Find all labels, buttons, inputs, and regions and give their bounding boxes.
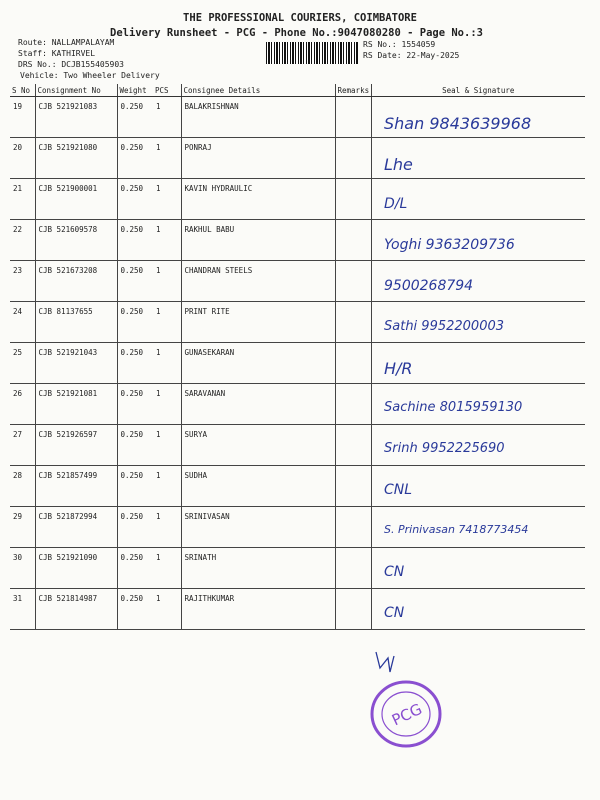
row-remarks bbox=[335, 179, 371, 220]
table-row bbox=[10, 466, 585, 507]
row-consignment: CJB 521814987 bbox=[35, 589, 117, 630]
row-sno: 23 bbox=[10, 261, 35, 302]
stamp-signature bbox=[360, 648, 450, 768]
row-weight: 0.250 bbox=[117, 179, 153, 220]
handwritten-signature: Shan 9843639968 bbox=[384, 114, 532, 133]
company-title: THE PROFESSIONAL COURIERS, COIMBATORE bbox=[183, 12, 417, 24]
row-pcs: 1 bbox=[153, 507, 181, 548]
table-row bbox=[10, 179, 585, 220]
row-sno: 29 bbox=[10, 507, 35, 548]
runsheet-title: Delivery Runsheet - PCG - Phone No.:9047080280 - Page No.:3 bbox=[110, 27, 483, 39]
row-weight: 0.250 bbox=[117, 548, 153, 589]
row-consignment: CJB 521926597 bbox=[35, 425, 117, 466]
row-sno: 30 bbox=[10, 548, 35, 589]
row-consignment: CJB 81137655 bbox=[35, 302, 117, 343]
row-pcs: 1 bbox=[153, 343, 181, 384]
row-weight: 0.250 bbox=[117, 261, 153, 302]
handwritten-signature: CN bbox=[384, 563, 405, 580]
row-pcs: 1 bbox=[153, 97, 181, 138]
row-remarks bbox=[335, 384, 371, 425]
row-remarks bbox=[335, 138, 371, 179]
row-sno: 27 bbox=[10, 425, 35, 466]
runsheet-table bbox=[10, 84, 585, 630]
row-consignment: CJB 521673208 bbox=[35, 261, 117, 302]
handwritten-signature: Srinh 9952225690 bbox=[384, 441, 505, 457]
row-consignee: SARAVANAN bbox=[181, 384, 335, 425]
table-row bbox=[10, 589, 585, 630]
row-remarks bbox=[335, 261, 371, 302]
row-sno: 22 bbox=[10, 220, 35, 261]
row-consignment: CJB 521872994 bbox=[35, 507, 117, 548]
handwritten-signature: H/R bbox=[384, 359, 413, 379]
row-consignee: GUNASEKARAN bbox=[181, 343, 335, 384]
row-sno: 31 bbox=[10, 589, 35, 630]
row-remarks bbox=[335, 97, 371, 138]
col-signature: Seal & Signature bbox=[371, 84, 585, 97]
vehicle-label: Vehicle: Two Wheeler Delivery bbox=[20, 71, 160, 80]
row-sno: 20 bbox=[10, 138, 35, 179]
table-row bbox=[10, 261, 585, 302]
handwritten-signature: S. Prinivasan 7418773454 bbox=[384, 523, 529, 536]
col-consignee: Consignee Details bbox=[181, 84, 335, 97]
handwritten-signature: Sathi 9952200003 bbox=[384, 318, 505, 334]
row-remarks bbox=[335, 466, 371, 507]
row-consignment: CJB 521921081 bbox=[35, 384, 117, 425]
row-consignee: BALAKRISHNAN bbox=[181, 97, 335, 138]
row-weight: 0.250 bbox=[117, 97, 153, 138]
row-pcs: 1 bbox=[153, 466, 181, 507]
row-weight: 0.250 bbox=[117, 466, 153, 507]
row-consignee: PONRAJ bbox=[181, 138, 335, 179]
row-remarks bbox=[335, 302, 371, 343]
rs-date: RS Date: 22-May-2025 bbox=[363, 51, 460, 60]
handwritten-signature: CNL bbox=[384, 482, 413, 499]
handwritten-signature: 9500268794 bbox=[384, 277, 474, 294]
row-consignee: SRINIVASAN bbox=[181, 507, 335, 548]
table-row bbox=[10, 138, 585, 179]
row-pcs: 1 bbox=[153, 384, 181, 425]
row-weight: 0.250 bbox=[117, 302, 153, 343]
row-sno: 24 bbox=[10, 302, 35, 343]
row-pcs: 1 bbox=[153, 548, 181, 589]
barcode bbox=[266, 42, 358, 64]
staff-label: Staff: KATHIRVEL bbox=[18, 49, 96, 58]
row-weight: 0.250 bbox=[117, 220, 153, 261]
row-consignee: PRINT RITE bbox=[181, 302, 335, 343]
row-consignment: CJB 521921043 bbox=[35, 343, 117, 384]
col-sno: S No bbox=[10, 84, 35, 97]
col-remarks: Remarks bbox=[335, 84, 371, 97]
col-weight: Weight bbox=[117, 84, 153, 97]
row-consignee: SURYA bbox=[181, 425, 335, 466]
row-sno: 25 bbox=[10, 343, 35, 384]
table-row bbox=[10, 548, 585, 589]
row-weight: 0.250 bbox=[117, 384, 153, 425]
row-consignment: CJB 521921080 bbox=[35, 138, 117, 179]
row-pcs: 1 bbox=[153, 220, 181, 261]
row-sno: 26 bbox=[10, 384, 35, 425]
row-remarks bbox=[335, 220, 371, 261]
row-consignment: CJB 521609578 bbox=[35, 220, 117, 261]
row-weight: 0.250 bbox=[117, 138, 153, 179]
handwritten-signature: Yoghi 9363209736 bbox=[384, 236, 515, 253]
handwritten-signature: CN bbox=[384, 604, 405, 621]
handwritten-signature: Lhe bbox=[384, 154, 413, 174]
row-weight: 0.250 bbox=[117, 425, 153, 466]
row-pcs: 1 bbox=[153, 589, 181, 630]
row-sno: 19 bbox=[10, 97, 35, 138]
row-remarks bbox=[335, 507, 371, 548]
row-pcs: 1 bbox=[153, 302, 181, 343]
col-pcs: PCS bbox=[153, 84, 181, 97]
route-label: Route: NALLAMPALAYAM bbox=[18, 38, 115, 47]
row-sno: 28 bbox=[10, 466, 35, 507]
rs-number: RS No.: 1554059 bbox=[363, 40, 436, 49]
row-weight: 0.250 bbox=[117, 589, 153, 630]
row-consignment: CJB 521857499 bbox=[35, 466, 117, 507]
row-pcs: 1 bbox=[153, 138, 181, 179]
row-pcs: 1 bbox=[153, 425, 181, 466]
table-header-row bbox=[10, 84, 585, 97]
drs-number: DRS No.: DCJB155405903 bbox=[18, 60, 124, 69]
row-weight: 0.250 bbox=[117, 343, 153, 384]
row-remarks bbox=[335, 589, 371, 630]
col-consignment: Consignment No bbox=[35, 84, 117, 97]
handwritten-signature: D/L bbox=[384, 195, 408, 212]
row-remarks bbox=[335, 425, 371, 466]
row-pcs: 1 bbox=[153, 179, 181, 220]
handwritten-signature: Sachine 8015959130 bbox=[384, 400, 523, 416]
row-consignee: KAVIN HYDRAULIC bbox=[181, 179, 335, 220]
stamp-text: PCG bbox=[389, 699, 425, 730]
row-remarks bbox=[335, 548, 371, 589]
row-consignment: CJB 521921090 bbox=[35, 548, 117, 589]
row-weight: 0.250 bbox=[117, 507, 153, 548]
table-row bbox=[10, 343, 585, 384]
row-consignee: SRINATH bbox=[181, 548, 335, 589]
row-consignee: RAKHUL BABU bbox=[181, 220, 335, 261]
row-pcs: 1 bbox=[153, 261, 181, 302]
row-consignee: CHANDRAN STEELS bbox=[181, 261, 335, 302]
row-consignee: RAJITHKUMAR bbox=[181, 589, 335, 630]
row-consignee: SUDHA bbox=[181, 466, 335, 507]
row-sno: 21 bbox=[10, 179, 35, 220]
row-consignment: CJB 521921083 bbox=[35, 97, 117, 138]
row-remarks bbox=[335, 343, 371, 384]
row-consignment: CJB 521900001 bbox=[35, 179, 117, 220]
